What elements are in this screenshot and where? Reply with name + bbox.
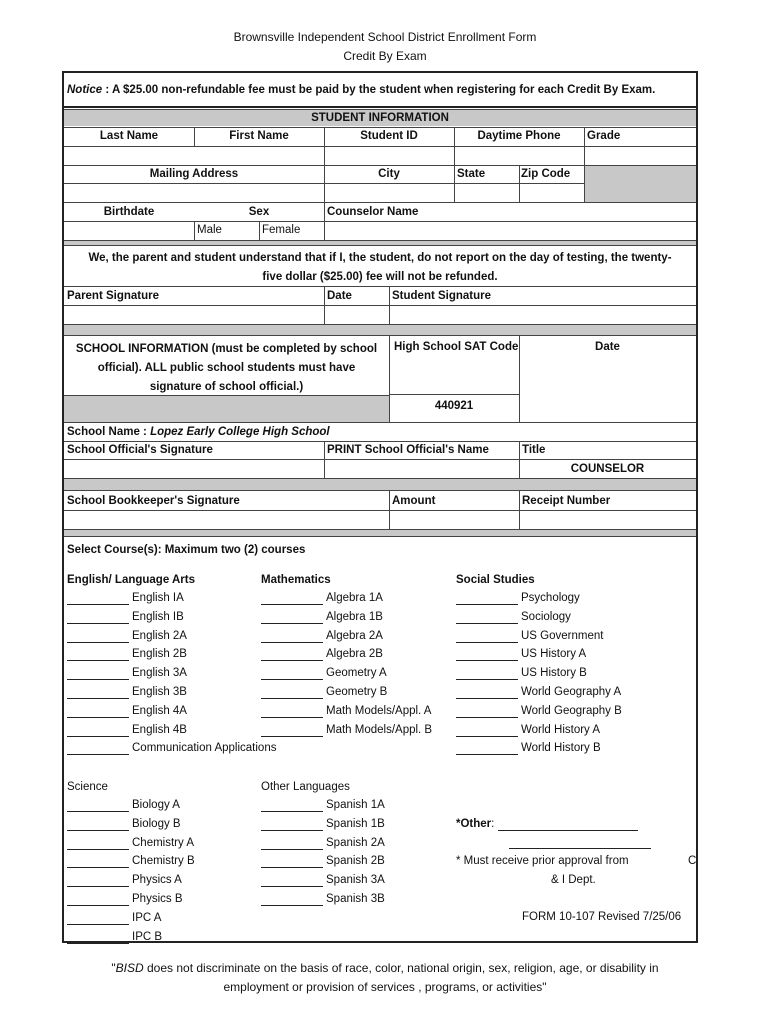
course-item (67, 911, 161, 925)
course-label: English 2B (132, 648, 187, 661)
bookkeeper-signature-field[interactable] (65, 511, 388, 528)
course-item (67, 723, 187, 737)
last-name-field[interactable] (65, 147, 323, 164)
course-item (67, 647, 187, 661)
course-select-blank[interactable] (456, 630, 518, 643)
course-select-blank[interactable] (67, 874, 129, 887)
school-name-value: Lopez Early College High School (150, 426, 330, 438)
student-signature-label: Student Signature (392, 290, 492, 302)
course-label: Spanish 1B (326, 817, 385, 830)
parent-date-field[interactable] (325, 306, 388, 323)
last-name-label: Last Name (99, 130, 159, 142)
course-label: Spanish 2A (326, 836, 385, 849)
other-label: *Other (456, 818, 492, 830)
course-label: US History A (521, 648, 587, 661)
course-label: Spanish 2B (326, 855, 385, 868)
title-value: COUNSELOR (570, 463, 645, 475)
course-label: Spanish 3B (326, 893, 385, 905)
course-item (261, 836, 385, 850)
course-label: World Geography A (521, 686, 622, 698)
course-item (67, 666, 187, 680)
course-select-blank[interactable] (67, 648, 129, 661)
course-item (261, 704, 431, 718)
course-item (261, 685, 387, 699)
agreement-line-2: five dollar ($25.00) fee will not be refunded. (262, 271, 498, 283)
course-label: Geometry A (326, 667, 387, 680)
daytime-phone-field[interactable] (455, 147, 583, 164)
course-item (456, 666, 587, 680)
approval-line-2: & I Dept. (551, 874, 596, 886)
course-item (67, 685, 187, 699)
course-label: World Geography B (521, 704, 622, 717)
course-label: Biology A (132, 799, 180, 811)
other-course (456, 817, 638, 831)
course-item (261, 591, 383, 605)
languages-heading: Other Languages (261, 781, 350, 793)
course-label: English 3A (132, 667, 187, 680)
course-label: Sociology (521, 610, 571, 623)
state-label: State (457, 168, 486, 180)
school-info-line-3: signature of school official.) (149, 381, 304, 393)
course-item (261, 666, 387, 680)
english-heading: English/ Language Arts (67, 574, 196, 586)
course-label: Algebra 1A (326, 592, 383, 604)
course-item (261, 892, 385, 906)
other-input-line-2[interactable] (509, 848, 651, 849)
course-item (456, 629, 603, 643)
course-select-blank[interactable] (261, 724, 323, 737)
zip-label: Zip Code (521, 168, 571, 180)
school-date-label: Date (595, 341, 620, 353)
course-label: Chemistry A (132, 836, 194, 849)
zip-field[interactable] (520, 184, 583, 201)
course-select-blank[interactable] (67, 592, 129, 605)
course-label: Spanish 3A (326, 874, 385, 887)
course-select-blank[interactable] (67, 912, 129, 925)
nondiscrimination-line-1 (0, 959, 770, 977)
course-select-blank[interactable] (261, 686, 323, 699)
course-select-blank[interactable] (261, 893, 323, 906)
course-item (67, 854, 195, 868)
course-label: English 3B (132, 686, 187, 698)
birthdate-field[interactable] (65, 222, 193, 239)
course-item (456, 591, 580, 605)
course-item (261, 647, 383, 661)
course-select-blank[interactable] (67, 611, 129, 624)
course-select-blank[interactable] (261, 705, 323, 718)
course-select-blank[interactable] (67, 724, 129, 737)
sex-male-option[interactable]: Male (197, 224, 222, 236)
course-label: US History B (521, 667, 587, 680)
course-select-blank[interactable] (67, 893, 129, 906)
course-label: Algebra 1B (326, 610, 383, 623)
social-studies-heading: Social Studies (456, 574, 535, 586)
school-name-label: School Name : (67, 426, 151, 438)
course-item (67, 798, 180, 812)
amount-field[interactable] (390, 511, 518, 528)
course-label: US Government (521, 629, 604, 642)
form-title: Brownsville Independent School District Enrollment Form (233, 30, 537, 44)
first-name-label: First Name (229, 130, 289, 142)
course-label: Physics B (132, 893, 183, 905)
course-item (67, 836, 194, 850)
course-item (456, 723, 600, 737)
student-id-field[interactable] (325, 147, 453, 164)
course-select-blank[interactable] (261, 818, 323, 831)
sat-code-value: 440921 (434, 400, 474, 412)
city-label: City (378, 168, 400, 180)
counselor-field[interactable] (325, 222, 695, 239)
course-item (67, 610, 184, 624)
form-number: FORM 10-107 Revised 7/25/06 (522, 911, 682, 923)
sex-female-option[interactable]: Female (262, 224, 301, 236)
course-select-blank[interactable] (67, 742, 129, 755)
sat-code-label: High School SAT Code (394, 341, 519, 353)
course-select-blank[interactable] (261, 855, 323, 868)
course-label: Math Models/Appl. B (326, 723, 433, 736)
mailing-address-field[interactable] (65, 184, 323, 201)
course-item (456, 610, 571, 624)
agreement-line-1: We, the parent and student understand that if I, the student, do not report on the day of testing, the twenty- (88, 252, 672, 264)
parent-signature-label: Parent Signature (67, 290, 160, 302)
course-select-blank[interactable] (67, 667, 129, 680)
course-label: Math Models/Appl. A (326, 704, 432, 717)
course-label: Geometry B (326, 686, 388, 698)
course-item (261, 854, 385, 868)
course-item (456, 685, 621, 699)
school-date-field[interactable] (520, 336, 695, 421)
birthdate-label: Birthdate (103, 206, 155, 218)
course-item (456, 741, 601, 755)
course-select-blank[interactable] (261, 667, 323, 680)
course-select-blank[interactable] (456, 705, 518, 718)
other-input[interactable] (498, 818, 638, 831)
course-select-blank[interactable] (67, 855, 129, 868)
course-select-blank[interactable] (456, 686, 518, 699)
course-label: World History B (521, 742, 601, 755)
course-label: English 4B (132, 723, 187, 736)
official-signature-label: School Official's Signature (67, 444, 213, 456)
course-item (261, 629, 383, 643)
notice (67, 83, 655, 97)
course-item (67, 741, 276, 755)
bisd-label: BISD (115, 961, 144, 975)
print-name-label: PRINT School Official's Name (327, 444, 489, 456)
course-label: Physics A (132, 874, 182, 887)
state-field[interactable] (455, 184, 518, 201)
course-item (261, 873, 385, 887)
school-name (67, 425, 330, 439)
official-signature-field[interactable] (65, 460, 323, 477)
course-select-blank[interactable] (261, 630, 323, 643)
course-instruction: Select Course(s): Maximum two (2) courses (67, 544, 306, 556)
course-select-blank[interactable] (261, 874, 323, 887)
course-label: English 2A (132, 629, 187, 642)
approval-c: C (688, 855, 697, 867)
quote-open: " (111, 961, 116, 975)
course-select-blank[interactable] (456, 648, 518, 661)
student-info-heading: STUDENT INFORMATION (311, 112, 449, 124)
print-name-field[interactable] (325, 460, 518, 477)
course-label: English IA (132, 592, 184, 604)
course-label: English IB (132, 610, 184, 623)
form-subtitle: Credit By Exam (343, 49, 427, 63)
title-label: Title (522, 444, 546, 456)
course-select-blank[interactable] (261, 611, 323, 624)
course-item (456, 647, 586, 661)
student-signature-field[interactable] (390, 306, 695, 323)
course-label: IPC A (132, 911, 162, 924)
course-label: Chemistry B (132, 855, 195, 868)
course-select-blank[interactable] (67, 799, 129, 812)
course-label: English 4A (132, 704, 187, 717)
course-item (67, 629, 187, 643)
course-label: Algebra 2B (326, 648, 383, 661)
course-select-blank[interactable] (67, 931, 129, 944)
course-select-blank[interactable] (456, 724, 518, 737)
notice-text: : A $25.00 non-refundable fee must be paid by the student when registering for each Credit By Exam. (102, 84, 656, 96)
course-item (67, 930, 162, 944)
school-info-line-2: official). ALL public school students must have (97, 362, 356, 374)
enrollment-form (62, 71, 698, 943)
mailing-address-label: Mailing Address (149, 168, 239, 180)
approval-line-1: * Must receive prior approval from (456, 855, 629, 867)
receipt-number-field[interactable] (520, 511, 695, 528)
course-item (67, 873, 182, 887)
course-item (67, 704, 187, 718)
course-label: Biology B (132, 817, 181, 830)
course-select-blank[interactable] (456, 592, 518, 605)
grade-label: Grade (587, 130, 621, 142)
course-item (261, 798, 385, 812)
course-select-blank[interactable] (67, 686, 129, 699)
course-label: Communication Applications (132, 742, 277, 755)
course-item (67, 591, 184, 605)
course-item (261, 610, 383, 624)
nondiscrimination-text: does not discriminate on the basis of race, color, national origin, sex, religion, age, or disability in (143, 961, 659, 975)
grade-field[interactable] (585, 147, 695, 164)
course-label: Psychology (521, 592, 580, 604)
course-select-blank[interactable] (261, 592, 323, 605)
course-select-blank[interactable] (67, 818, 129, 831)
course-label: IPC B (132, 930, 163, 943)
course-item (67, 817, 181, 831)
course-item (261, 723, 432, 737)
notice-label: Notice (67, 84, 103, 96)
sex-label: Sex (248, 206, 270, 218)
course-item (67, 892, 183, 906)
course-select-blank[interactable] (456, 667, 518, 680)
city-field[interactable] (325, 184, 453, 201)
science-heading: Science (67, 781, 108, 793)
student-id-label: Student ID (360, 130, 418, 142)
course-select-blank[interactable] (456, 742, 518, 755)
school-info-line-1: SCHOOL INFORMATION (must be completed by school (75, 343, 378, 355)
bookkeeper-signature-label: School Bookkeeper's Signature (67, 495, 240, 507)
nondiscrimination-line-2: employment or provision of services , programs, or activities" (223, 980, 547, 994)
course-select-blank[interactable] (261, 648, 323, 661)
parent-date-label: Date (327, 290, 352, 302)
course-item (261, 817, 385, 831)
amount-label: Amount (392, 495, 436, 507)
receipt-number-label: Receipt Number (522, 495, 611, 507)
course-select-blank[interactable] (67, 837, 129, 850)
course-item (456, 704, 622, 718)
course-label: Spanish 1A (326, 799, 385, 811)
course-select-blank[interactable] (261, 837, 323, 850)
counselor-label: Counselor Name (327, 206, 419, 218)
course-label: Algebra 2A (326, 629, 383, 642)
daytime-phone-label: Daytime Phone (477, 130, 561, 142)
parent-signature-field[interactable] (65, 306, 323, 323)
course-select-blank[interactable] (67, 630, 129, 643)
course-select-blank[interactable] (456, 611, 518, 624)
course-label: World History A (521, 723, 601, 736)
course-select-blank[interactable] (261, 799, 323, 812)
course-select-blank[interactable] (67, 705, 129, 718)
math-heading: Mathematics (261, 574, 331, 586)
other-colon: : (491, 818, 498, 830)
